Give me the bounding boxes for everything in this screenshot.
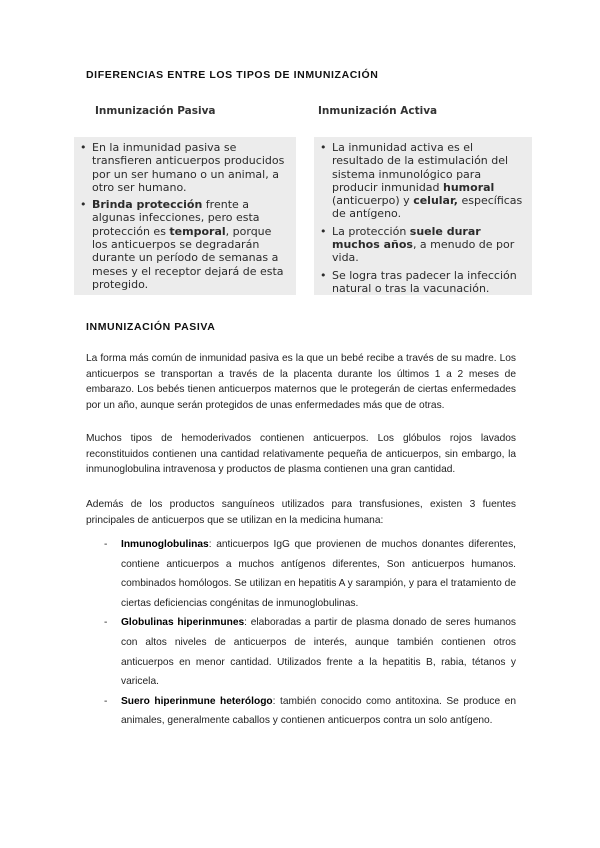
active-item-3: • Se logra tras padecer la infección natural o tras la vacunación.	[320, 269, 526, 296]
active-item-1: • La inmunidad activa es el resultado de la estimulación del sistema inmunológico para producir inmunidad humoral (anticuerpo) y celular, específicas de antígeno.	[320, 141, 526, 221]
passive-item-2: • Brinda protección frente a algunas infecciones, pero esta protección es temporal, porque los anticuerpos se degradarán durante un período de semanas a meses y el receptor dejará de esta protegido.	[80, 198, 290, 291]
list-item-immunoglobulins: - Inmunoglobulinas: anticuerpos IgG que provienen de muchos donantes diferentes, contiene anticuerpos a muchos antígenos diferentes, Son anticuerpos humanos. combinados homólogos. Se utilizan en hepatitis A y sarampión, y para el tratamiento de ciertas deficiencias congénitas de inmunoglobulinas.	[104, 535, 516, 613]
passive-column-title: Inmunización Pasiva	[95, 105, 216, 117]
active-item-2: • La protección suele durar muchos años, a menudo de por vida.	[320, 225, 526, 265]
list-item-heterologous-serum: - Suero hiperinmune heterólogo: también conocido como antitoxina. Se produce en animales, generalmente caballos y contienen anticuerpos contra un solo antígeno.	[104, 692, 516, 731]
antibody-sources-list	[104, 535, 516, 731]
paragraph-sources-intro: Además de los productos sanguíneos utilizados para transfusiones, existen 3 fuentes principales de anticuerpos que se utilizan en la medicina humana:	[86, 499, 516, 526]
passive-comparison-box	[74, 137, 296, 295]
active-comparison-box	[314, 137, 532, 295]
section-heading-passive: INMUNIZACIÓN PASIVA	[86, 321, 216, 333]
paragraph-maternal: La forma más común de inmunidad pasiva es la que un bebé recibe a través de su madre. Los anticuerpos se transportan a través de la placenta durante los últimos 1 a 2 meses de embarazo. Los bebés tienen anticuerpos maternos que le protegerán de ciertas enfermedades por un año, aunque serán protegidos de unas enfermedades más que de otras.	[86, 353, 516, 411]
section-heading-differences: DIFERENCIAS ENTRE LOS TIPOS DE INMUNIZACIÓN	[86, 69, 379, 81]
active-column-title: Inmunización Activa	[318, 105, 438, 117]
list-item-hyperimmune-globulins: - Globulinas hiperinmunes: elaboradas a partir de plasma donado de seres humanos con altos niveles de anticuerpos de interés, aunque también contienen otros anticuerpos en menor cantidad. Utilizados frente a la hepatitis B, rabia, tétanos y varicela.	[104, 613, 516, 691]
passive-item-1: • En la inmunidad pasiva se transfieren anticuerpos producidos por un ser humano o un animal, a otro ser humano.	[80, 141, 290, 194]
paragraph-blood-products: Muchos tipos de hemoderivados contienen anticuerpos. Los glóbulos rojos lavados reconstituidos contienen una cantidad relativamente pequeña de anticuerpos, sin embargo, la inmunoglobulina intravenosa y productos de plasma contienen una gran cantidad.	[86, 433, 516, 476]
